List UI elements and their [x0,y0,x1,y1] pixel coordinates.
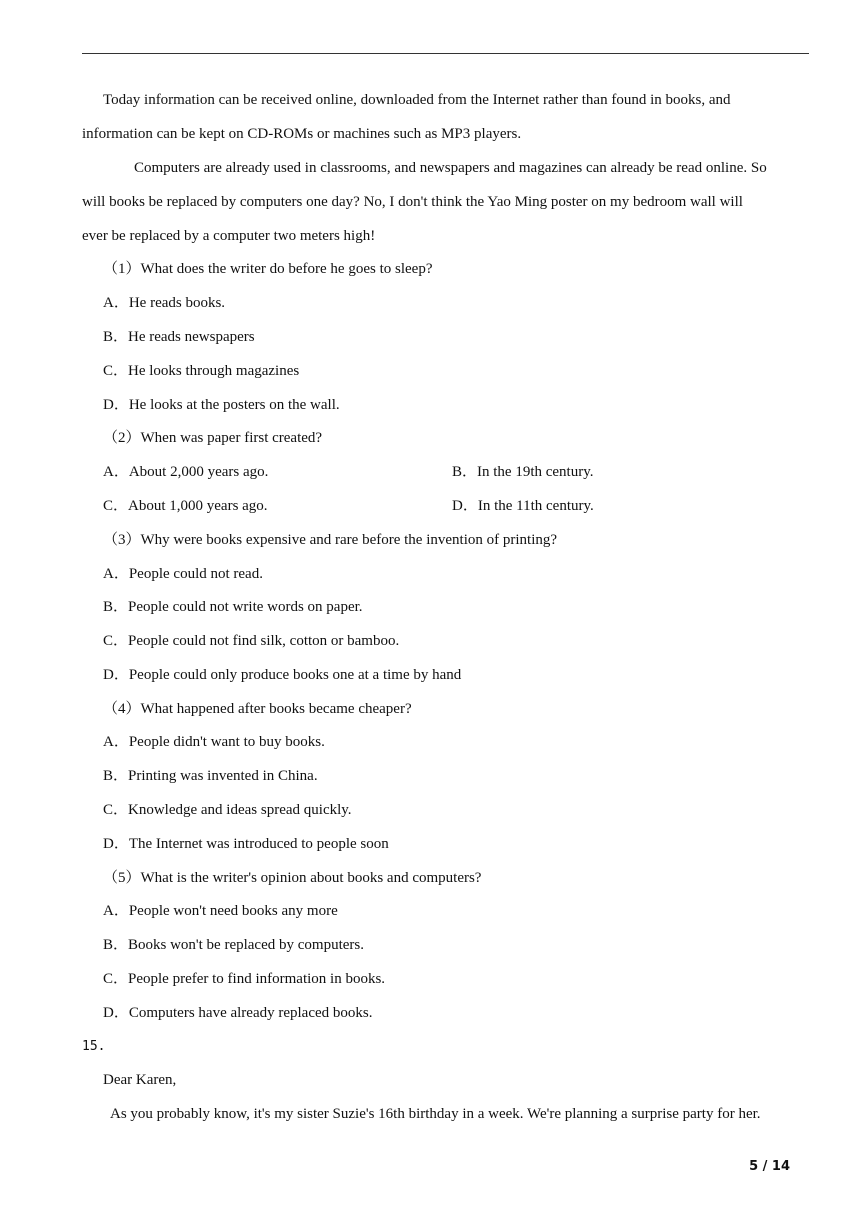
answer-option: B．He reads newspapers [103,329,255,345]
answer-option: A．People could not read. [103,566,263,582]
answer-option: D．Computers have already replaced books. [103,1005,373,1021]
question-stem: （2）When was paper first created? [103,430,323,446]
answer-option: A．People won't need books any more [103,903,338,919]
answer-option: D．People could only produce books one at a time by hand [103,667,462,683]
answer-option: C．About 1,000 years ago. [103,498,268,514]
answer-option: A．He reads books. [103,295,226,311]
answer-option: D．In the 11th century. [452,498,594,514]
question-number: 15. [82,1039,106,1054]
answer-option: D．The Internet was introduced to people soon [103,836,389,852]
page-number: 5 / 14 [749,1159,790,1174]
answer-option: C．People could not find silk, cotton or bamboo. [103,633,400,649]
answer-option: B．Books won't be replaced by computers. [103,937,364,953]
answer-option: C．Knowledge and ideas spread quickly. [103,802,352,818]
question-stem: （1）What does the writer do before he goes to sleep? [103,261,433,277]
letter-line: As you probably know, it's my sister Suzie's 16th birthday in a week. We're planning a surprise party for her. [110,1106,761,1122]
passage-line: will books be replaced by computers one day? No, I don't think the Yao Ming poster on my bedroom wall will [82,194,743,210]
passage-line: Computers are already used in classrooms, and newspapers and magazines can already be read online. So [134,160,767,176]
passage-line: ever be replaced by a computer two meters high! [82,228,376,244]
answer-option: C．People prefer to find information in books. [103,971,386,987]
question-stem: （3）Why were books expensive and rare before the invention of printing? [103,532,558,548]
letter-salutation: Dear Karen, [103,1072,177,1088]
header-rule [82,53,809,54]
passage-line: information can be kept on CD-ROMs or machines such as MP3 players. [82,126,522,142]
answer-option: B．People could not write words on paper. [103,599,363,615]
answer-option: D．He looks at the posters on the wall. [103,397,340,413]
answer-option: B．In the 19th century. [452,464,594,480]
answer-option: C．He looks through magazines [103,363,300,379]
answer-option: B．Printing was invented in China. [103,768,318,784]
question-stem: （5）What is the writer's opinion about books and computers? [103,870,482,886]
answer-option: A．About 2,000 years ago. [103,464,269,480]
question-stem: （4）What happened after books became cheaper? [103,701,412,717]
passage-line: Today information can be received online, downloaded from the Internet rather than found in books, and [103,92,731,108]
answer-option: A．People didn't want to buy books. [103,734,325,750]
